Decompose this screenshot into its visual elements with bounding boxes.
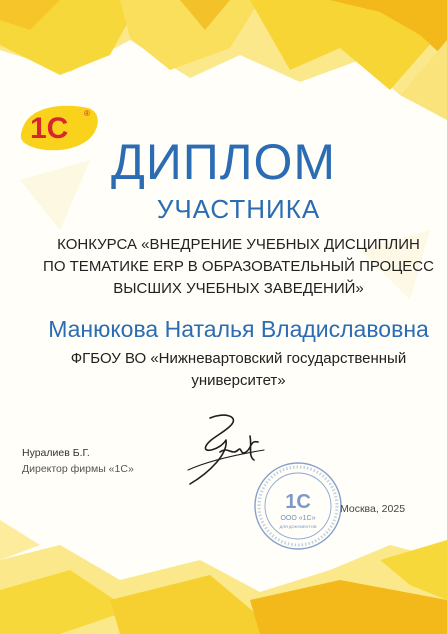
signer-name: Нуралиев Б.Г. [22, 447, 90, 459]
organization-line: университет» [191, 372, 286, 389]
stamp-company-name: ООО «1С» [280, 515, 316, 522]
signer-position: Директор фирмы «1С» [22, 463, 134, 475]
diploma-subtitle: УЧАСТНИКА [156, 194, 321, 224]
logo-registered-mark: ® [84, 109, 90, 118]
contest-line: КОНКУРСА «ВНЕДРЕНИЕ УЧЕБНЫХ ДИСЦИПЛИН [57, 236, 420, 253]
stamp-logo-text: 1С [285, 491, 311, 513]
diploma-title: ДИПЛОМ [110, 134, 337, 190]
recipient-organization [0, 348, 447, 392]
city-year: Москва, 2025 [340, 503, 406, 515]
contest-line: ПО ТЕМАТИКЕ ERP В ОБРАЗОВАТЕЛЬНЫЙ ПРОЦЕСС [43, 258, 434, 275]
stamp-sub-text: ДЛЯ ДОКУМЕНТОВ [279, 524, 317, 529]
signer-block [22, 445, 134, 477]
organization-line: ФГБОУ ВО «Нижневартовский государственный [70, 350, 407, 367]
logo-text: 1С [30, 112, 69, 145]
contest-line: ВЫСШИХ УЧЕБНЫХ ЗАВЕДЕНИЙ» [113, 280, 364, 297]
company-stamp [252, 460, 344, 552]
recipient-name: Манюкова Наталья Владиславовна [48, 316, 429, 342]
contest-name [0, 234, 447, 300]
